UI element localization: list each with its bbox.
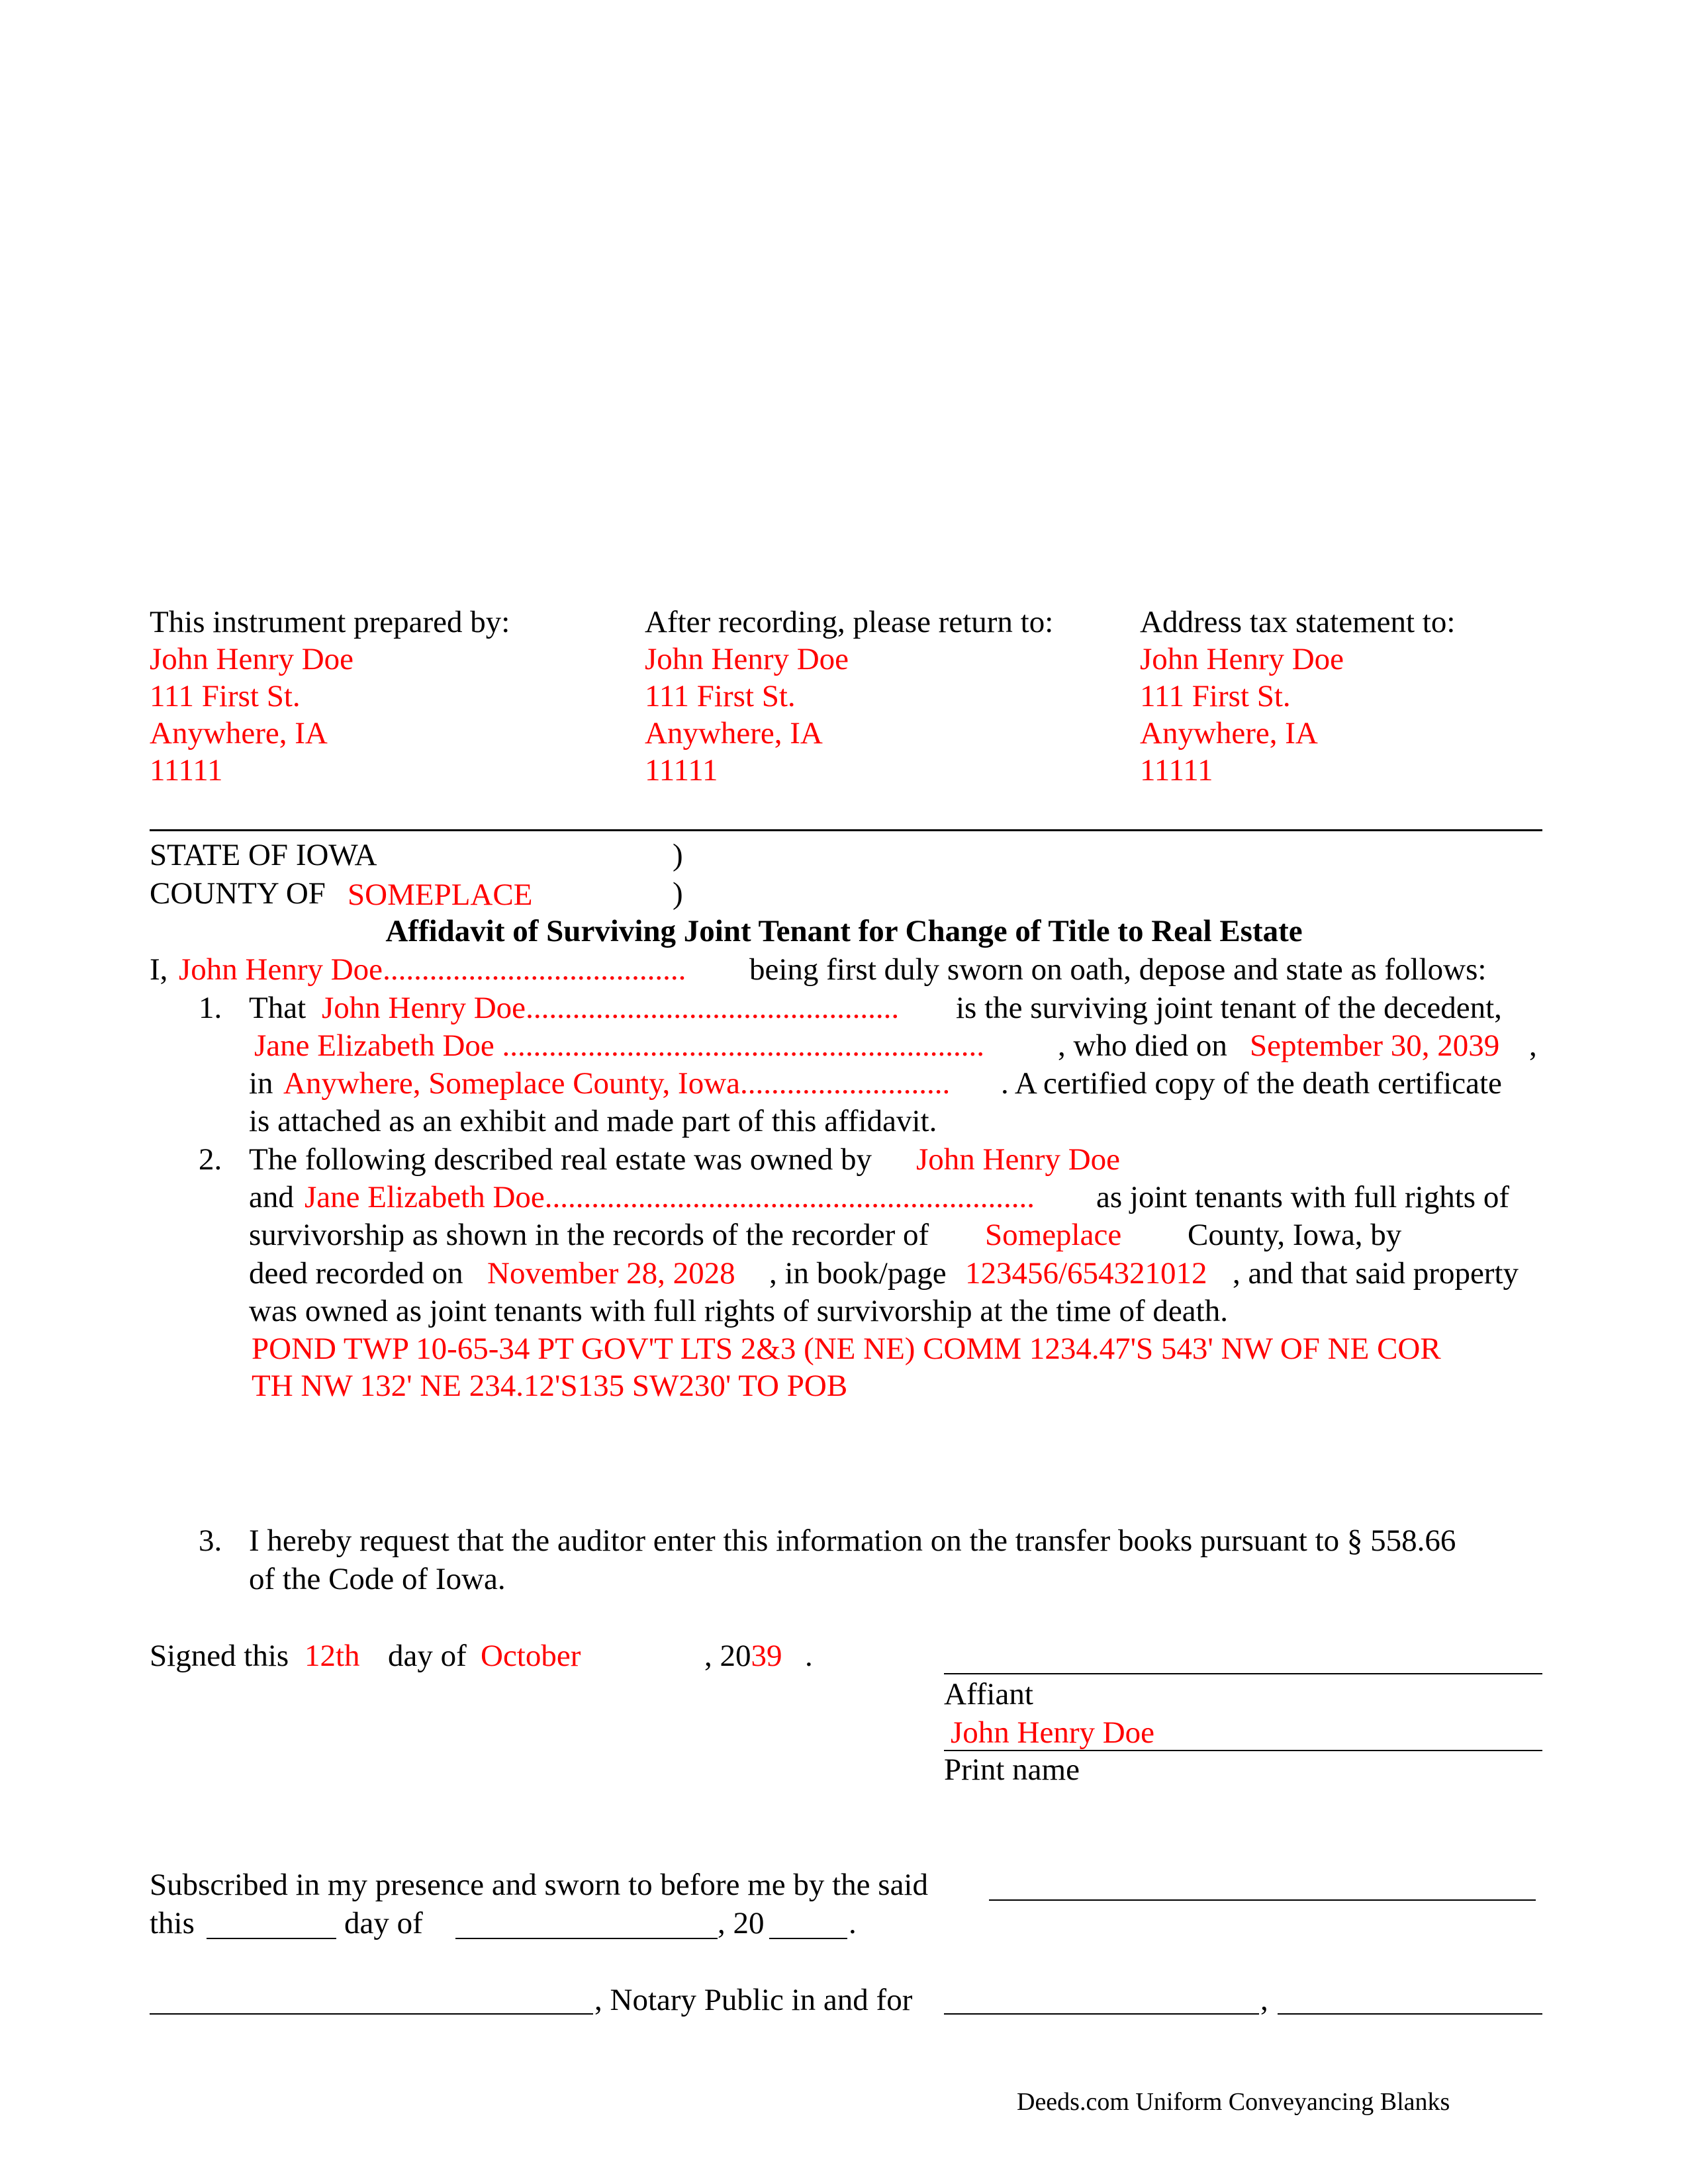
- item1-place: [283, 1065, 950, 1102]
- signed-month: October: [481, 1639, 581, 1673]
- return-to-street: 111 First St.: [645, 679, 796, 713]
- notary-this: this: [150, 1906, 195, 1940]
- county-paren: ): [673, 876, 683, 911]
- legal-description-line2: TH NW 132' NE 234.12'S135 SW230' TO POB: [252, 1369, 848, 1403]
- signed-year-value: 39: [751, 1639, 782, 1673]
- item2-book-page: 123456/654321012: [965, 1256, 1207, 1291]
- document-title: Affidavit of Surviving Joint Tenant for Change of Title to Real Estate: [385, 914, 1303, 948]
- return-to-zip: 11111: [645, 753, 718, 788]
- affiant-signature-line[interactable]: [944, 1673, 1542, 1674]
- affiant-label: Affiant: [944, 1677, 1033, 1711]
- print-name-value: John Henry Doe: [951, 1715, 1155, 1750]
- item2-text2: as joint tenants with full rights of: [1096, 1180, 1509, 1214]
- item2-owner1: John Henry Doe: [916, 1142, 1121, 1177]
- county-label: COUNTY OF: [150, 876, 326, 911]
- item1-in: in: [249, 1066, 273, 1101]
- item2-county: Someplace: [985, 1218, 1122, 1252]
- print-name-label: Print name: [944, 1752, 1080, 1787]
- item2-in-book: , in book/page: [769, 1256, 947, 1291]
- item1-number: 1.: [199, 991, 222, 1025]
- item3-line2: of the Code of Iowa.: [249, 1562, 506, 1596]
- prepared-by-zip: 11111: [150, 753, 223, 788]
- notary-public-text: , Notary Public in and for: [594, 1983, 913, 2017]
- notary-state-blank[interactable]: [1278, 2013, 1542, 2015]
- signed-prefix: Signed this: [150, 1639, 289, 1673]
- item2-deed: deed recorded on: [249, 1256, 463, 1291]
- item1-dots2: ..............................................................: [494, 1028, 985, 1063]
- item1-comma: ,: [1529, 1028, 1537, 1063]
- notary-month-blank[interactable]: [455, 1938, 718, 1939]
- notary-day-blank[interactable]: [207, 1938, 336, 1939]
- state-label: STATE OF IOWA: [150, 838, 377, 872]
- signed-day: 12th: [305, 1639, 360, 1673]
- item1-cert: . A certified copy of the death certificate: [1001, 1066, 1502, 1101]
- signed-year-prefix: , 20: [704, 1639, 751, 1673]
- notary-comma: ,: [1260, 1983, 1268, 2017]
- item2-and: and: [249, 1180, 294, 1214]
- intro-affiant: [179, 951, 686, 988]
- legal-description-line1: POND TWP 10-65-34 PT GOV'T LTS 2&3 (NE NE) COMM 1234.47'S 543' NW OF NE COR: [252, 1332, 1441, 1366]
- item3-number: 3.: [199, 1524, 222, 1558]
- item2-text3: survivorship as shown in the records of the recorder of: [249, 1218, 929, 1252]
- item2-county-iowa: County, Iowa, by: [1188, 1218, 1402, 1252]
- notary-county-blank[interactable]: [944, 2013, 1259, 2015]
- tax-statement-zip: 11111: [1140, 753, 1213, 788]
- tax-statement-city: Anywhere, IA: [1140, 716, 1318, 751]
- prepared-by-city: Anywhere, IA: [150, 716, 328, 751]
- prepared-by-street: 111 First St.: [150, 679, 301, 713]
- item2-and-that: , and that said property: [1233, 1256, 1519, 1291]
- item1-decedent-name: Jane Elizabeth Doe: [254, 1028, 494, 1063]
- intro-text: being first duly sworn on oath, depose and state as follows:: [749, 952, 1487, 987]
- tax-statement-block: [1140, 604, 1455, 789]
- item1-decedent: [254, 1027, 984, 1064]
- item1-who-died: , who died on: [1058, 1028, 1227, 1063]
- county-value: SOMEPLACE: [348, 878, 533, 912]
- signed-day-of: day of: [388, 1639, 467, 1673]
- intro-i: I,: [150, 952, 168, 987]
- notary-year-prefix: , 20: [718, 1906, 765, 1940]
- signed-year: [704, 1637, 782, 1674]
- footer-text: Deeds.com Uniform Conveyancing Blanks: [1017, 2088, 1450, 2116]
- item2-owner2: [305, 1179, 1035, 1216]
- return-to-block: [645, 604, 1053, 789]
- tax-statement-name: John Henry Doe: [1140, 642, 1344, 676]
- signed-period: .: [805, 1639, 813, 1673]
- item1-surviving-name: John Henry Doe: [322, 991, 526, 1025]
- item1-that: That: [249, 991, 306, 1025]
- notary-said-blank[interactable]: [989, 1899, 1536, 1901]
- header-divider: [150, 829, 1542, 831]
- item1-dots3: ...........................: [740, 1066, 951, 1101]
- item2-dots: ...............................................................: [544, 1180, 1035, 1214]
- item2-number: 2.: [199, 1142, 222, 1177]
- item1-text1: is the surviving joint tenant of the decedent,: [956, 991, 1502, 1025]
- item1-death-date: September 30, 2039: [1250, 1028, 1500, 1063]
- notary-line1: Subscribed in my presence and sworn to before me by the said: [150, 1868, 928, 1902]
- item3-line1: I hereby request that the auditor enter this information on the transfer books pursuant to § 558.66: [249, 1524, 1456, 1558]
- item2-text4: was owned as joint tenants with full rights of survivorship at the time of death.: [249, 1294, 1228, 1328]
- item2-text1: The following described real estate was owned by: [249, 1142, 872, 1177]
- intro-dots: .......................................: [383, 952, 686, 987]
- tax-statement-label: Address tax statement to:: [1140, 605, 1456, 639]
- tax-statement-street: 111 First St.: [1140, 679, 1291, 713]
- item2-owner2-name: Jane Elizabeth Doe: [305, 1180, 545, 1214]
- notary-day-of: day of: [344, 1906, 423, 1940]
- item1-surviving: [322, 989, 899, 1026]
- notary-signature-blank[interactable]: [150, 2013, 593, 2015]
- item1-attached: is attached as an exhibit and made part of this affidavit.: [249, 1104, 937, 1138]
- state-paren: ): [673, 838, 683, 872]
- item1-place-name: Anywhere, Someplace County, Iowa: [283, 1066, 741, 1101]
- intro-affiant-name: John Henry Doe: [179, 952, 383, 987]
- notary-period: .: [849, 1906, 857, 1940]
- prepared-by-block: [150, 604, 510, 789]
- return-to-city: Anywhere, IA: [645, 716, 823, 751]
- return-to-name: John Henry Doe: [645, 642, 849, 676]
- prepared-by-name: John Henry Doe: [150, 642, 354, 676]
- prepared-by-label: This instrument prepared by:: [150, 605, 510, 639]
- return-to-label: After recording, please return to:: [645, 605, 1054, 639]
- item1-dots1: ................................................: [526, 991, 900, 1025]
- notary-year-blank[interactable]: [769, 1938, 847, 1939]
- item2-record-date: November 28, 2028: [487, 1256, 735, 1291]
